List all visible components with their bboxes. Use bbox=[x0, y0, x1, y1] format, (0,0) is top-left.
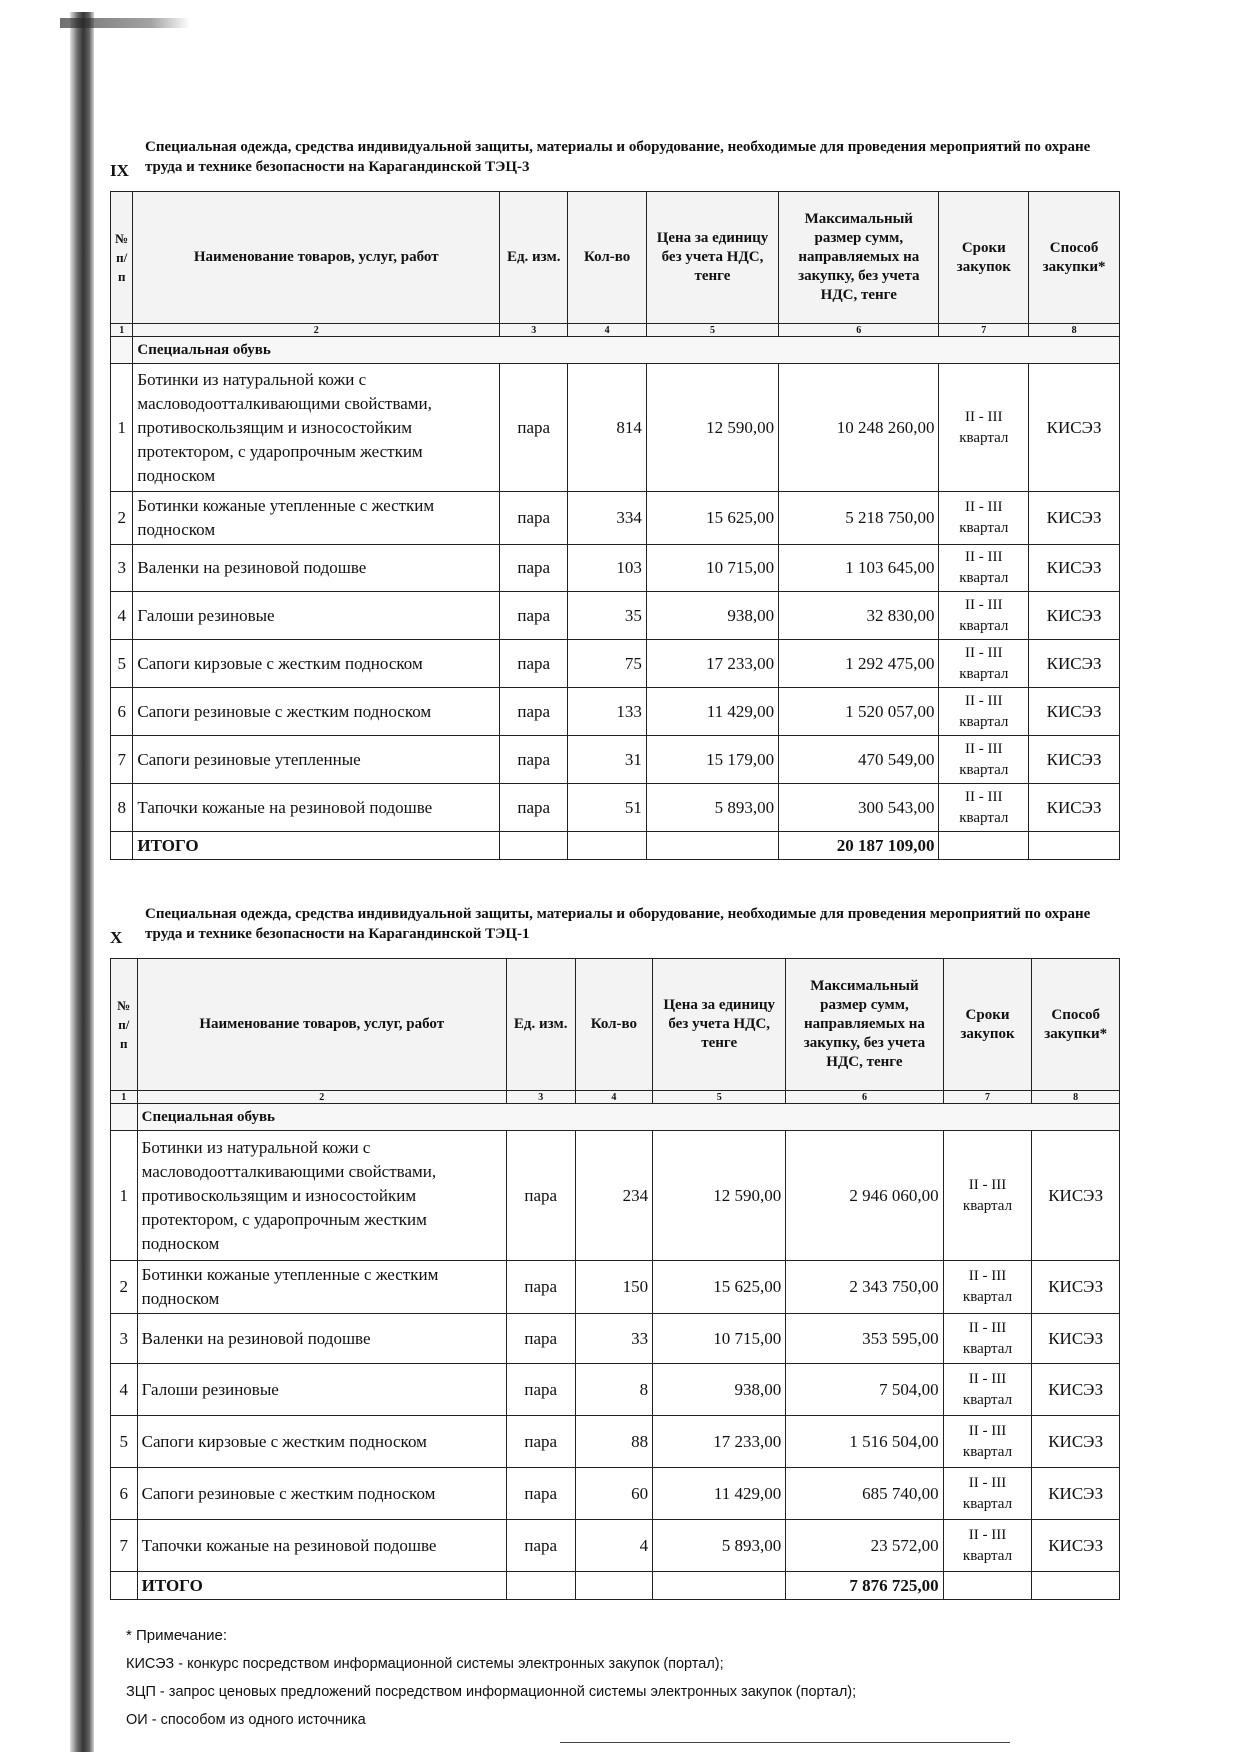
table-row bbox=[111, 492, 1120, 545]
item-unit: пара bbox=[500, 545, 568, 592]
item-name: Валенки на резиновой подошве bbox=[133, 545, 500, 592]
item-price: 11 429,00 bbox=[653, 1468, 786, 1520]
column-number: 5 bbox=[646, 324, 778, 337]
item-name: Тапочки кожаные на резиновой подошве bbox=[133, 784, 500, 832]
row-num: 3 bbox=[111, 1314, 138, 1364]
column-number: 8 bbox=[1029, 324, 1120, 337]
header-max-sum: Максимальный размер сумм, направляемых на закупку, без учета НДС, тенге bbox=[779, 192, 939, 324]
row-num: 4 bbox=[111, 592, 133, 640]
header-method: Способ закупки* bbox=[1032, 959, 1120, 1091]
item-unit: пара bbox=[500, 688, 568, 736]
item-price: 5 893,00 bbox=[653, 1520, 786, 1572]
table-row bbox=[111, 545, 1120, 592]
item-unit: пара bbox=[506, 1314, 575, 1364]
item-method: КИСЭЗ bbox=[1029, 492, 1120, 545]
item-sum: 1 103 645,00 bbox=[779, 545, 939, 592]
item-price: 938,00 bbox=[646, 592, 778, 640]
header-name: Наименование товаров, услуг, работ bbox=[133, 192, 500, 324]
item-qty: 4 bbox=[575, 1520, 653, 1572]
binder-clip bbox=[60, 18, 190, 28]
item-unit: пара bbox=[506, 1468, 575, 1520]
item-term: II - III квартал bbox=[943, 1520, 1032, 1572]
row-num: 1 bbox=[111, 364, 133, 492]
item-method: КИСЭЗ bbox=[1029, 736, 1120, 784]
item-unit: пара bbox=[500, 784, 568, 832]
item-unit: пара bbox=[506, 1131, 575, 1261]
item-method: КИСЭЗ bbox=[1032, 1520, 1120, 1572]
section-number: X bbox=[110, 928, 123, 947]
column-number: 6 bbox=[779, 324, 939, 337]
item-term: II - III квартал bbox=[939, 688, 1029, 736]
item-sum: 1 516 504,00 bbox=[786, 1416, 943, 1468]
header-qty: Кол-во bbox=[568, 192, 646, 324]
item-term: II - III квартал bbox=[939, 364, 1029, 492]
item-price: 15 625,00 bbox=[653, 1261, 786, 1314]
group-row bbox=[111, 337, 1120, 364]
item-qty: 8 bbox=[575, 1364, 653, 1416]
item-name: Сапоги резиновые с жестким подноском bbox=[133, 688, 500, 736]
row-num: 3 bbox=[111, 545, 133, 592]
item-sum: 353 595,00 bbox=[786, 1314, 943, 1364]
item-price: 12 590,00 bbox=[653, 1131, 786, 1261]
item-method: КИСЭЗ bbox=[1029, 784, 1120, 832]
section-header bbox=[110, 902, 1120, 958]
item-term: II - III квартал bbox=[943, 1314, 1032, 1364]
column-number: 1 bbox=[111, 324, 133, 337]
group-label: Специальная обувь bbox=[133, 337, 1120, 364]
table-row bbox=[111, 784, 1120, 832]
table-row bbox=[111, 1520, 1120, 1572]
section-ix bbox=[110, 135, 1120, 860]
item-qty: 150 bbox=[575, 1261, 653, 1314]
item-unit: пара bbox=[500, 492, 568, 545]
item-name: Сапоги резиновые утепленные bbox=[133, 736, 500, 784]
footnote bbox=[126, 1622, 1126, 1734]
header-price: Цена за единицу без учета НДС, тенге bbox=[646, 192, 778, 324]
item-name: Тапочки кожаные на резиновой подошве bbox=[137, 1520, 506, 1572]
item-price: 17 233,00 bbox=[646, 640, 778, 688]
row-num: 6 bbox=[111, 688, 133, 736]
item-method: КИСЭЗ bbox=[1029, 640, 1120, 688]
column-number: 4 bbox=[575, 1091, 653, 1104]
footnote-line: ОИ - способом из одного источника bbox=[126, 1712, 366, 1728]
column-number: 3 bbox=[506, 1091, 575, 1104]
column-number-row bbox=[111, 1091, 1120, 1104]
item-method: КИСЭЗ bbox=[1032, 1314, 1120, 1364]
item-name: Сапоги кирзовые с жестким подноском bbox=[133, 640, 500, 688]
table-row bbox=[111, 1131, 1120, 1261]
item-term: II - III квартал bbox=[939, 492, 1029, 545]
total-row bbox=[111, 1572, 1120, 1600]
item-price: 15 625,00 bbox=[646, 492, 778, 545]
item-term: II - III квартал bbox=[943, 1131, 1032, 1261]
row-num: 6 bbox=[111, 1468, 138, 1520]
item-name: Галоши резиновые bbox=[137, 1364, 506, 1416]
header-method: Способ закупки* bbox=[1029, 192, 1120, 324]
item-method: КИСЭЗ bbox=[1032, 1131, 1120, 1261]
table-row bbox=[111, 736, 1120, 784]
item-unit: пара bbox=[506, 1520, 575, 1572]
header-price: Цена за единицу без учета НДС, тенге bbox=[653, 959, 786, 1091]
row-num: 2 bbox=[111, 492, 133, 545]
item-name: Ботинки кожаные утепленные с жестким подноском bbox=[133, 492, 500, 545]
total-row bbox=[111, 832, 1120, 860]
item-sum: 7 504,00 bbox=[786, 1364, 943, 1416]
table-row bbox=[111, 640, 1120, 688]
column-number: 7 bbox=[939, 324, 1029, 337]
item-unit: пара bbox=[506, 1416, 575, 1468]
total-label: ИТОГО bbox=[137, 1572, 506, 1600]
header-name: Наименование товаров, услуг, работ bbox=[137, 959, 506, 1091]
item-method: КИСЭЗ bbox=[1029, 688, 1120, 736]
row-num: 2 bbox=[111, 1261, 138, 1314]
item-term: II - III квартал bbox=[939, 545, 1029, 592]
column-number: 1 bbox=[111, 1091, 138, 1104]
item-qty: 60 bbox=[575, 1468, 653, 1520]
section-title: Специальная одежда, средства индивидуальной защиты, материалы и оборудование, необходимые для проведения мероприятий по охране труда и технике безопасности на Карагандинской ТЭЦ-1 bbox=[145, 906, 1091, 942]
item-term: II - III квартал bbox=[939, 592, 1029, 640]
column-number: 4 bbox=[568, 324, 646, 337]
row-num: 7 bbox=[111, 1520, 138, 1572]
column-number: 5 bbox=[653, 1091, 786, 1104]
item-term: II - III квартал bbox=[943, 1416, 1032, 1468]
column-number: 3 bbox=[500, 324, 568, 337]
item-name: Ботинки из натуральной кожи с масловодоотталкивающими свойствами, противоскользящим и износостойким протектором, с ударопрочным жестким подноском bbox=[133, 364, 500, 492]
item-qty: 814 bbox=[568, 364, 646, 492]
item-price: 938,00 bbox=[653, 1364, 786, 1416]
table-row bbox=[111, 1468, 1120, 1520]
section-title: Специальная одежда, средства индивидуальной защиты, материалы и оборудование, необходимые для проведения мероприятий по охране труда и технике безопасности на Карагандинской ТЭЦ-3 bbox=[145, 139, 1091, 175]
item-method: КИСЭЗ bbox=[1029, 545, 1120, 592]
item-method: КИСЭЗ bbox=[1029, 364, 1120, 492]
item-sum: 685 740,00 bbox=[786, 1468, 943, 1520]
total-value: 7 876 725,00 bbox=[786, 1572, 943, 1600]
item-name: Валенки на резиновой подошве bbox=[137, 1314, 506, 1364]
item-price: 15 179,00 bbox=[646, 736, 778, 784]
item-sum: 10 248 260,00 bbox=[779, 364, 939, 492]
section-x bbox=[110, 902, 1120, 1600]
row-num: 1 bbox=[111, 1131, 138, 1261]
table-row bbox=[111, 688, 1120, 736]
item-qty: 234 bbox=[575, 1131, 653, 1261]
item-sum: 23 572,00 bbox=[786, 1520, 943, 1572]
table-row bbox=[111, 1314, 1120, 1364]
item-qty: 103 bbox=[568, 545, 646, 592]
header-unit: Ед. изм. bbox=[506, 959, 575, 1091]
item-name: Сапоги резиновые с жестким подноском bbox=[137, 1468, 506, 1520]
row-num: 5 bbox=[111, 640, 133, 688]
item-sum: 300 543,00 bbox=[779, 784, 939, 832]
column-number: 7 bbox=[943, 1091, 1032, 1104]
item-price: 17 233,00 bbox=[653, 1416, 786, 1468]
section-number: IX bbox=[110, 161, 129, 180]
item-unit: пара bbox=[500, 736, 568, 784]
table-row bbox=[111, 592, 1120, 640]
row-num: 8 bbox=[111, 784, 133, 832]
item-method: КИСЭЗ bbox=[1032, 1261, 1120, 1314]
total-value: 20 187 109,00 bbox=[779, 832, 939, 860]
header-max-sum: Максимальный размер сумм, направляемых на закупку, без учета НДС, тенге bbox=[786, 959, 943, 1091]
item-method: КИСЭЗ bbox=[1032, 1416, 1120, 1468]
group-label: Специальная обувь bbox=[137, 1104, 1119, 1131]
column-number: 2 bbox=[133, 324, 500, 337]
item-sum: 1 292 475,00 bbox=[779, 640, 939, 688]
item-qty: 334 bbox=[568, 492, 646, 545]
item-sum: 5 218 750,00 bbox=[779, 492, 939, 545]
table-row bbox=[111, 1261, 1120, 1314]
item-sum: 2 343 750,00 bbox=[786, 1261, 943, 1314]
item-price: 10 715,00 bbox=[653, 1314, 786, 1364]
item-term: II - III квартал bbox=[939, 736, 1029, 784]
item-unit: пара bbox=[500, 592, 568, 640]
row-num: 4 bbox=[111, 1364, 138, 1416]
row-num: 5 bbox=[111, 1416, 138, 1468]
header-unit: Ед. изм. bbox=[500, 192, 568, 324]
header-term: Сроки закупок bbox=[939, 192, 1029, 324]
footnote-line: КИСЭЗ - конкурс посредством информационной системы электронных закупок (портал); bbox=[126, 1656, 724, 1672]
table-row bbox=[111, 1416, 1120, 1468]
row-num: 7 bbox=[111, 736, 133, 784]
item-price: 5 893,00 bbox=[646, 784, 778, 832]
item-term: II - III квартал bbox=[939, 784, 1029, 832]
signature-line bbox=[560, 1742, 1010, 1745]
item-unit: пара bbox=[506, 1261, 575, 1314]
table-row bbox=[111, 364, 1120, 492]
procurement-table bbox=[110, 191, 1120, 860]
column-number: 8 bbox=[1032, 1091, 1120, 1104]
item-sum: 2 946 060,00 bbox=[786, 1131, 943, 1261]
column-number-row bbox=[111, 324, 1120, 337]
item-qty: 35 bbox=[568, 592, 646, 640]
item-unit: пара bbox=[506, 1364, 575, 1416]
item-method: КИСЭЗ bbox=[1029, 592, 1120, 640]
item-sum: 1 520 057,00 bbox=[779, 688, 939, 736]
item-name: Ботинки из натуральной кожи с масловодоотталкивающими свойствами, противоскользящим и износостойким протектором, с ударопрочным жестким подноском bbox=[137, 1131, 506, 1261]
item-price: 12 590,00 bbox=[646, 364, 778, 492]
procurement-table bbox=[110, 958, 1120, 1600]
item-price: 11 429,00 bbox=[646, 688, 778, 736]
header-num: № п/п bbox=[111, 959, 138, 1091]
footnote-line: ЗЦП - запрос ценовых предложений посредством информационной системы электронных закупок (портал); bbox=[126, 1684, 857, 1700]
item-term: II - III квартал bbox=[939, 640, 1029, 688]
item-qty: 75 bbox=[568, 640, 646, 688]
footnote-title: * Примечание: bbox=[126, 1627, 227, 1644]
item-qty: 51 bbox=[568, 784, 646, 832]
header-num: № п/п bbox=[111, 192, 133, 324]
item-unit: пара bbox=[500, 640, 568, 688]
item-unit: пара bbox=[500, 364, 568, 492]
item-method: КИСЭЗ bbox=[1032, 1364, 1120, 1416]
table-row bbox=[111, 1364, 1120, 1416]
item-sum: 32 830,00 bbox=[779, 592, 939, 640]
group-row bbox=[111, 1104, 1120, 1131]
item-term: II - III квартал bbox=[943, 1468, 1032, 1520]
item-price: 10 715,00 bbox=[646, 545, 778, 592]
item-qty: 88 bbox=[575, 1416, 653, 1468]
item-name: Сапоги кирзовые с жестким подноском bbox=[137, 1416, 506, 1468]
item-method: КИСЭЗ bbox=[1032, 1468, 1120, 1520]
item-qty: 33 bbox=[575, 1314, 653, 1364]
section-header bbox=[110, 135, 1120, 191]
column-number: 2 bbox=[137, 1091, 506, 1104]
item-term: II - III квартал bbox=[943, 1261, 1032, 1314]
column-number: 6 bbox=[786, 1091, 943, 1104]
total-label: ИТОГО bbox=[133, 832, 500, 860]
item-qty: 31 bbox=[568, 736, 646, 784]
item-sum: 470 549,00 bbox=[779, 736, 939, 784]
item-name: Галоши резиновые bbox=[133, 592, 500, 640]
header-qty: Кол-во bbox=[575, 959, 653, 1091]
item-term: II - III квартал bbox=[943, 1364, 1032, 1416]
header-term: Сроки закупок bbox=[943, 959, 1032, 1091]
item-name: Ботинки кожаные утепленные с жестким подноском bbox=[137, 1261, 506, 1314]
item-qty: 133 bbox=[568, 688, 646, 736]
binder-edge bbox=[70, 12, 94, 1752]
